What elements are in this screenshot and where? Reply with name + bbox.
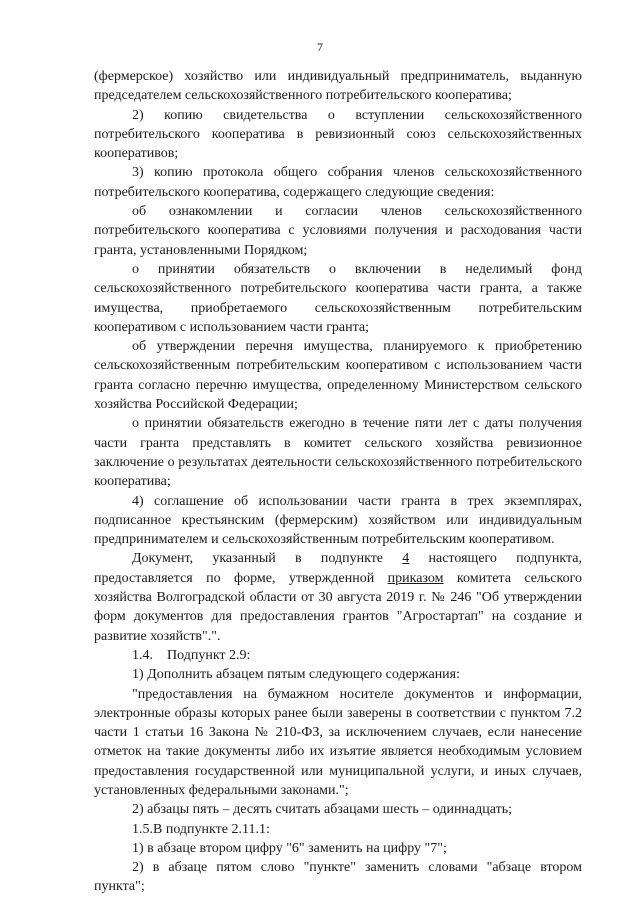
paragraph-1: (фермерское) хозяйство или индивидуальный предприниматель, выданную председателем сельскохозяйственного потребительского кооператива; xyxy=(94,69,582,104)
paragraph-9: 1.4. Подпункт 2.9: xyxy=(132,647,251,663)
paragraph-6: об утверждении перечня имущества, планируемого к приобретению сельскохозяйственным потребительским кооперативом с использованием части гранта согласно перечню имущества, определенному Министерством сельского хозяйства Российской Федерации; xyxy=(94,339,582,413)
doc-text-part-3: комитета сельского хозяйства Волгоградской области от 30 августа 2019 г. № 246 "Об утверждении форм документов для предоставления грантов "Агростартап" на создание и развитие хозяйств".". xyxy=(94,570,582,644)
paragraph-13: 1.5.В подпункте 2.11.1: xyxy=(132,821,270,837)
document-body xyxy=(94,67,582,897)
doc-text-part-2: настоящего подпункта, предоставляется по форме, утвержденной xyxy=(94,551,582,586)
order-link[interactable]: приказом xyxy=(387,570,444,586)
paragraph-8: 4) соглашение об использовании части гранта в трех экземплярах, подписанное крестьянским (фермерским) хозяйством или индивидуальным предпринимателем и сельскохозяйственным потребительским кооперативом. xyxy=(94,493,582,548)
subpoint-link[interactable]: 4 xyxy=(402,551,410,567)
document-form-paragraph xyxy=(94,549,582,645)
paragraph-14: 1) в абзаце втором цифру "6" заменить на цифру "7"; xyxy=(132,840,447,856)
paragraph-7: о принятии обязательств ежегодно в течение пяти лет с даты получения части гранта представлять в комитет сельского хозяйства ревизионное заключение о результатах деятельности сельскохозяйственного потребительского кооператива; xyxy=(94,416,582,490)
paragraph-12: 2) абзацы пять – десять считать абзацами шесть – одиннадцать; xyxy=(132,802,512,818)
paragraph-2: 2) копию свидетельства о вступлении сельскохозяйственного потребительского кооператива в ревизионный союз сельскохозяйственных кооперативов; xyxy=(94,107,582,162)
doc-text-part-1: Документ, указанный в подпункте xyxy=(132,551,403,567)
page-number: 7 xyxy=(317,40,323,54)
paragraph-3: 3) копию протокола общего собрания членов сельскохозяйственного потребительского кооператива, содержащего следующие сведения: xyxy=(94,165,582,200)
paragraph-4: об ознакомлении и согласии членов сельскохозяйственного потребительского кооператива с условиями получения и расходования части гранта, установленными Порядком; xyxy=(94,204,582,258)
paragraph-11: "предоставления на бумажном носителе документов и информации, электронные образы которых ранее были заверены в соответствии с пунктом 7.2 части 1 статьи 16 Закона № 210-ФЗ, за исключением случаев, если нанесение отметок на такие документы либо их изъятие является необходимым условием предоставления государственной или муниципальной услуги, и иных случаев, установленных федеральными законами."; xyxy=(94,686,582,798)
paragraph-15: 2) в абзаце пятом слово "пункте" заменить словами "абзаце втором пункта"; xyxy=(94,860,582,895)
paragraph-10: 1) Дополнить абзацем пятым следующего содержания: xyxy=(132,667,461,683)
paragraph-5: о принятии обязательств о включении в неделимый фонд сельскохозяйственного потребительского кооператива части гранта, а также имущества, приобретаемого сельскохозяйственным потребительским кооперативом с использованием части гранта; xyxy=(94,261,582,335)
